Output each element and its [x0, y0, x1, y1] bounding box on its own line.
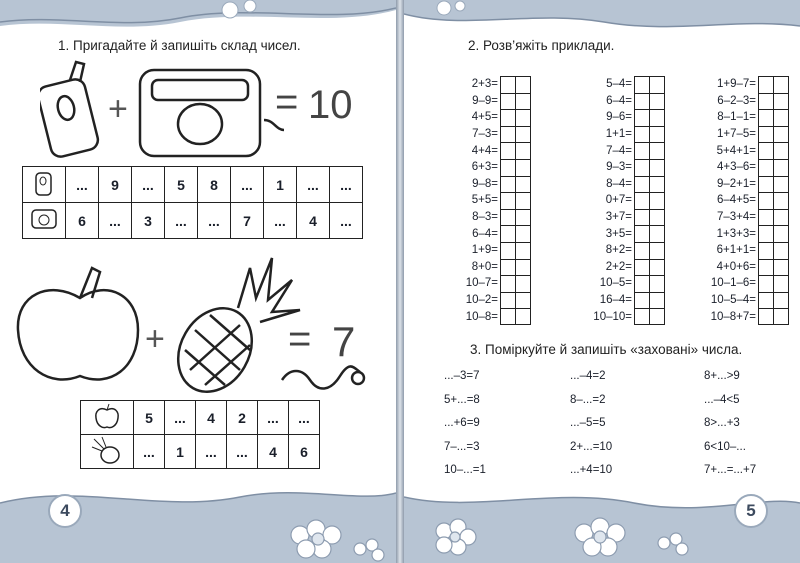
hidden-number-expression: ...+4=10	[570, 464, 613, 476]
exercise-row	[704, 209, 789, 226]
exercise-row	[570, 142, 665, 159]
answer-box[interactable]	[758, 209, 773, 226]
answer-box[interactable]	[634, 225, 649, 242]
svg-text:+: +	[108, 90, 128, 128]
exercise-row	[704, 308, 789, 325]
hidden-number-expression: 8+...>9	[704, 370, 740, 382]
answer-box[interactable]	[500, 308, 515, 326]
answer-box[interactable]	[634, 275, 649, 292]
answer-box[interactable]	[634, 126, 649, 143]
exercise-row	[704, 76, 789, 93]
exercise-text: 9–6=	[606, 111, 632, 124]
exercise-text: 1+3+3=	[716, 227, 756, 240]
grid-cell[interactable]: 4	[196, 401, 227, 435]
answer-box[interactable]	[649, 192, 665, 209]
answer-box[interactable]	[758, 308, 773, 326]
answer-box[interactable]	[773, 93, 789, 110]
exercise-text: 6+1+1=	[716, 244, 756, 257]
exercise-row	[434, 308, 531, 325]
exercise-text: 6+3=	[471, 161, 498, 174]
exercise-row	[570, 159, 665, 176]
answer-box[interactable]	[500, 109, 515, 126]
top-wave-decoration	[0, 0, 396, 40]
exercise-text: 7–3+4=	[716, 211, 756, 224]
hidden-number-expression: 2+...=10	[570, 440, 613, 453]
answer-box[interactable]	[634, 142, 649, 159]
grid-cell[interactable]: ...	[264, 203, 297, 239]
exercise-text: 6–4=	[606, 94, 632, 107]
answer-box[interactable]	[500, 192, 515, 209]
exercise-row	[704, 242, 789, 259]
svg-text:=: =	[275, 80, 299, 124]
answer-box[interactable]	[515, 93, 531, 110]
apple-icon	[18, 290, 138, 379]
grid-cell[interactable]: ...	[99, 203, 132, 239]
exercise-text: 7–4=	[606, 144, 632, 157]
answer-box[interactable]	[649, 176, 665, 193]
exercise-row	[434, 292, 531, 309]
composition-grid-7	[80, 400, 320, 469]
exercise-row	[704, 192, 789, 209]
grid-cell[interactable]: 6	[289, 435, 320, 469]
phone-icon	[34, 169, 54, 197]
answer-box[interactable]	[649, 242, 665, 259]
exercise-text: 10–8=	[465, 310, 498, 323]
exercise-text: 9–2+1=	[716, 177, 756, 190]
left-page	[0, 0, 396, 563]
exercise-row	[434, 142, 531, 159]
exercise-row	[570, 109, 665, 126]
answer-box[interactable]	[649, 308, 665, 326]
hidden-number-expression: 7–...=3	[444, 440, 480, 453]
pineapple-icon-cell	[81, 435, 134, 469]
exercise-row	[434, 225, 531, 242]
exercise-row	[704, 126, 789, 143]
camera-icon-cell	[23, 203, 66, 239]
answer-box[interactable]	[634, 192, 649, 209]
page-number-right: 5	[734, 494, 768, 528]
answer-box[interactable]	[515, 76, 531, 93]
answer-box[interactable]	[515, 242, 531, 259]
answer-box[interactable]	[758, 292, 773, 309]
answer-box[interactable]	[773, 209, 789, 226]
grid-cell[interactable]: 2	[227, 401, 258, 435]
exercise-text: 10–5–4=	[710, 294, 756, 307]
exercise-row	[570, 192, 665, 209]
answer-box[interactable]	[515, 176, 531, 193]
answer-box[interactable]	[634, 93, 649, 110]
answer-box[interactable]	[500, 93, 515, 110]
task3-title: 3. Поміркуйте й запишіть «заховані» числа.	[470, 342, 743, 357]
exercise-row	[704, 275, 789, 292]
exercise-row	[704, 225, 789, 242]
exercise-text: 5+4+1=	[716, 144, 756, 157]
task1-title: 1. Пригадайте й запишіть склад чисел.	[58, 38, 301, 53]
composition-grid-10	[22, 166, 363, 239]
exercise-text: 5–4=	[606, 78, 632, 91]
answer-box[interactable]	[500, 159, 515, 176]
answer-box[interactable]	[515, 126, 531, 143]
exercise-text: 3+7=	[605, 211, 632, 224]
equation-result-7: 7	[332, 318, 356, 365]
top-wave-decoration	[404, 0, 800, 40]
answer-box[interactable]	[649, 275, 665, 292]
answer-box[interactable]	[649, 109, 665, 126]
answer-box[interactable]	[649, 209, 665, 226]
answer-box[interactable]	[634, 292, 649, 309]
exercise-text: 9–8=	[472, 177, 498, 190]
answer-box[interactable]	[515, 225, 531, 242]
answer-box[interactable]	[758, 159, 773, 176]
answer-box[interactable]	[773, 109, 789, 126]
book-spine	[396, 0, 404, 563]
answer-box[interactable]	[773, 76, 789, 93]
exercise-column-1	[434, 76, 531, 325]
grid-cell[interactable]: ...	[132, 167, 165, 203]
answer-box[interactable]	[634, 159, 649, 176]
grid-cell[interactable]: ...	[134, 435, 165, 469]
answer-box[interactable]	[773, 275, 789, 292]
hidden-number-expression: ...+6=9	[444, 417, 480, 429]
exercise-row	[434, 76, 531, 93]
exercise-row	[570, 93, 665, 110]
exercise-row	[570, 225, 665, 242]
grid-cell[interactable]: 4	[258, 435, 289, 469]
answer-box[interactable]	[773, 242, 789, 259]
exercise-row	[434, 176, 531, 193]
answer-box[interactable]	[758, 109, 773, 126]
exercise-text: 16–4=	[599, 294, 632, 307]
grid-cell[interactable]: ...	[258, 401, 289, 435]
exercise-row	[570, 275, 665, 292]
exercise-column-2	[570, 76, 665, 325]
answer-box[interactable]	[515, 109, 531, 126]
exercise-column-3	[704, 76, 789, 325]
answer-box[interactable]	[773, 308, 789, 326]
grid-cell[interactable]: 1	[264, 167, 297, 203]
hidden-number-expression: ...–4<5	[704, 393, 740, 406]
answer-box[interactable]	[500, 142, 515, 159]
hidden-number-expression: 5+...=8	[444, 393, 480, 406]
exercise-text: 10–10=	[593, 310, 632, 323]
answer-box[interactable]	[500, 225, 515, 242]
answer-box[interactable]	[634, 242, 649, 259]
answer-box[interactable]	[773, 159, 789, 176]
answer-box[interactable]	[773, 225, 789, 242]
answer-box[interactable]	[758, 259, 773, 276]
exercise-text: 10–5=	[599, 277, 632, 290]
exercise-text: 6–2–3=	[717, 94, 756, 107]
exercise-text: 4+0+6=	[716, 260, 756, 273]
answer-box[interactable]	[515, 292, 531, 309]
exercise-row	[434, 192, 531, 209]
answer-box[interactable]	[515, 142, 531, 159]
answer-box[interactable]	[649, 76, 665, 93]
answer-box[interactable]	[649, 159, 665, 176]
exercise-text: 4+5=	[471, 111, 498, 124]
answer-box[interactable]	[649, 259, 665, 276]
exercise-text: 1+7–5=	[716, 128, 756, 141]
equation-result-10: 10	[308, 83, 353, 127]
exercise-text: 2+2=	[605, 260, 632, 273]
exercise-row	[434, 209, 531, 226]
hidden-number-expression: 7+...=...+7	[704, 464, 757, 476]
exercise-row	[570, 292, 665, 309]
answer-box[interactable]	[773, 192, 789, 209]
answer-box[interactable]	[773, 142, 789, 159]
exercise-text: 1+1=	[605, 128, 632, 141]
grid-cell[interactable]: 8	[198, 167, 231, 203]
hidden-number-expression: 8–...=2	[570, 393, 606, 406]
exercise-text: 8–4=	[606, 177, 632, 190]
exercise-row	[704, 93, 789, 110]
pineapple-icon	[90, 435, 124, 465]
exercise-row	[704, 109, 789, 126]
answer-box[interactable]	[500, 76, 515, 93]
exercise-row	[570, 259, 665, 276]
exercise-row	[570, 209, 665, 226]
answer-box[interactable]	[500, 209, 515, 226]
right-page	[404, 0, 800, 563]
exercise-row	[704, 176, 789, 193]
exercise-row	[704, 292, 789, 309]
answer-box[interactable]	[649, 126, 665, 143]
answer-box[interactable]	[758, 225, 773, 242]
exercise-row	[570, 76, 665, 93]
exercise-row	[434, 242, 531, 259]
exercise-text: 10–7=	[465, 277, 498, 290]
phone-camera-illustration	[40, 60, 380, 160]
answer-box[interactable]	[500, 242, 515, 259]
answer-box[interactable]	[773, 126, 789, 143]
answer-box[interactable]	[634, 109, 649, 126]
answer-box[interactable]	[515, 259, 531, 276]
answer-box[interactable]	[649, 225, 665, 242]
answer-box[interactable]	[649, 142, 665, 159]
exercise-text: 9–9=	[472, 94, 498, 107]
exercise-row	[434, 275, 531, 292]
answer-box[interactable]	[758, 275, 773, 292]
apple-icon-cell	[81, 401, 134, 435]
exercise-text: 6–4=	[472, 227, 498, 240]
grid-cell[interactable]: ...	[297, 167, 330, 203]
grid-cell[interactable]: 1	[165, 435, 196, 469]
answer-box[interactable]	[758, 242, 773, 259]
exercise-row	[434, 126, 531, 143]
answer-box[interactable]	[500, 176, 515, 193]
exercise-row	[570, 176, 665, 193]
answer-box[interactable]	[758, 192, 773, 209]
answer-box[interactable]	[634, 308, 649, 326]
grid-cell[interactable]: 5	[134, 401, 165, 435]
exercise-row	[434, 159, 531, 176]
exercise-text: 4+4=	[471, 144, 498, 157]
svg-text:+: +	[145, 320, 165, 358]
grid-cell[interactable]: ...	[198, 203, 231, 239]
exercise-row	[434, 93, 531, 110]
exercise-text: 3+5=	[605, 227, 632, 240]
answer-box[interactable]	[649, 93, 665, 110]
exercise-text: 2+3=	[471, 78, 498, 91]
grid-cell[interactable]: ...	[289, 401, 320, 435]
exercise-row	[434, 109, 531, 126]
exercise-text: 4+3–6=	[716, 161, 756, 174]
svg-text:=: =	[288, 317, 312, 361]
answer-box[interactable]	[500, 259, 515, 276]
exercise-row	[570, 308, 665, 325]
answer-box[interactable]	[773, 176, 789, 193]
answer-box[interactable]	[758, 176, 773, 193]
answer-box[interactable]	[515, 192, 531, 209]
answer-box[interactable]	[773, 292, 789, 309]
answer-box[interactable]	[634, 76, 649, 93]
exercise-text: 0+7=	[605, 194, 632, 207]
exercise-row	[570, 126, 665, 143]
exercise-text: 5+5=	[471, 194, 498, 207]
answer-box[interactable]	[758, 76, 773, 93]
grid-cell[interactable]: 4	[297, 203, 330, 239]
hidden-number-expression: 10–...=1	[444, 464, 486, 476]
exercise-text: 1+9=	[471, 244, 498, 257]
grid-cell[interactable]: 7	[231, 203, 264, 239]
hidden-number-expression: ...–3=7	[444, 370, 480, 382]
grid-cell[interactable]: 3	[132, 203, 165, 239]
grid-cell[interactable]: 5	[165, 167, 198, 203]
exercise-text: 7–3=	[472, 128, 498, 141]
answer-box[interactable]	[649, 292, 665, 309]
exercise-row	[704, 159, 789, 176]
apple-icon	[93, 402, 121, 430]
exercise-text: 8–1–1=	[717, 111, 756, 124]
grid-cell[interactable]: ...	[165, 203, 198, 239]
answer-box[interactable]	[773, 259, 789, 276]
grid-cell[interactable]: ...	[330, 203, 363, 239]
exercise-text: 10–1–6=	[710, 277, 756, 290]
phone-icon-cell	[23, 167, 66, 203]
answer-box[interactable]	[500, 126, 515, 143]
exercise-text: 9–3=	[606, 161, 632, 174]
answer-box[interactable]	[515, 209, 531, 226]
answer-box[interactable]	[758, 93, 773, 110]
grid-cell[interactable]: ...	[227, 435, 258, 469]
exercise-text: 1+9–7=	[716, 78, 756, 91]
hidden-number-expression: ...–5=5	[570, 417, 606, 429]
exercise-row	[434, 259, 531, 276]
camera-icon	[30, 207, 58, 231]
answer-box[interactable]	[515, 159, 531, 176]
answer-box[interactable]	[515, 275, 531, 292]
apple-pineapple-illustration	[10, 250, 380, 400]
hidden-number-expression: 6<10–...	[704, 440, 746, 453]
grid-cell[interactable]: 9	[99, 167, 132, 203]
answer-box[interactable]	[500, 292, 515, 309]
hidden-number-expression: ...–4=2	[570, 370, 606, 382]
answer-box[interactable]	[634, 259, 649, 276]
grid-cell[interactable]: 6	[66, 203, 99, 239]
answer-box[interactable]	[500, 275, 515, 292]
grid-cell[interactable]: ...	[66, 167, 99, 203]
exercise-text: 10–8+7=	[710, 310, 756, 323]
exercise-row	[704, 142, 789, 159]
hidden-number-expression: 8>...+3	[704, 417, 740, 429]
task2-title: 2. Розв’яжіть приклади.	[468, 38, 615, 53]
exercise-text: 8+2=	[605, 244, 632, 257]
grid-cell[interactable]: ...	[196, 435, 227, 469]
exercise-row	[570, 242, 665, 259]
answer-box[interactable]	[758, 126, 773, 143]
exercise-row	[704, 259, 789, 276]
exercise-text: 8+0=	[471, 260, 498, 273]
grid-cell[interactable]: ...	[165, 401, 196, 435]
grid-cell[interactable]: ...	[231, 167, 264, 203]
exercise-text: 8–3=	[472, 211, 498, 224]
answer-box[interactable]	[758, 142, 773, 159]
page-number-left: 4	[48, 494, 82, 528]
answer-box[interactable]	[634, 176, 649, 193]
grid-cell[interactable]: ...	[330, 167, 363, 203]
answer-box[interactable]	[515, 308, 531, 326]
exercise-text: 6–4+5=	[716, 194, 756, 207]
exercise-text: 10–2=	[465, 294, 498, 307]
answer-box[interactable]	[634, 209, 649, 226]
